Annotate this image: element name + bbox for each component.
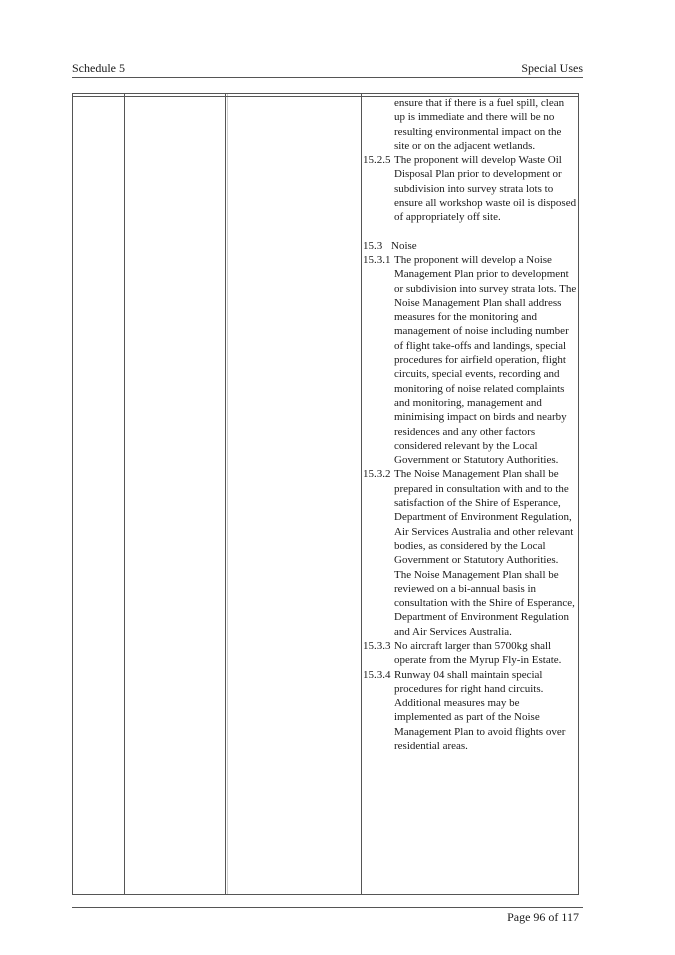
list-item — [363, 253, 577, 467]
list-item — [363, 639, 577, 668]
schedule-table — [72, 93, 579, 895]
item-text: The Noise Management Plan shall be prepared in consultation with and to the satisfaction of the Shire of Esperance, Department of Environment Regulation, Air Services Australia and other relevant bodies, as considered by the Local Government or Statutory Authorities. The Noise Management Plan shall be reviewed on a bi-annual basis in consultation with the Shire of Esperance, Department of Environment Regulation and Air Services Australia. — [394, 468, 575, 638]
item-number: 15.2.5 — [363, 154, 391, 167]
section-title: Noise — [391, 239, 417, 252]
header-section: Special Uses — [521, 61, 583, 75]
item-number: 15.3.4 — [363, 668, 391, 681]
list-item — [363, 153, 577, 224]
continuation-text: ensure that if there is a fuel spill, clean up is immediate and there will be no resulting environmental impact on the site or on the adjacent wetlands. — [394, 97, 565, 152]
item-text: The proponent will develop a Noise Management Plan prior to development or subdivision into survey strata lots. The Noise Management Plan shall address measures for the monitoring and management of noise including number of flight take-offs and landings, special procedures for airfield operation, flight circuits, special events, recording and monitoring of noise related complaints and monitoring, management and minimising impact on birds and nearby residences and any other factors considered relevant by the Local Government or Statutory Authorities. — [394, 253, 577, 467]
item-number: 15.3.3 — [363, 639, 391, 652]
header-rule — [72, 77, 583, 78]
column-divider-3 — [361, 94, 362, 894]
header-schedule: Schedule 5 — [72, 61, 125, 75]
item-number: 15.3.2 — [363, 468, 391, 481]
page-number: Page 96 of 117 — [507, 910, 579, 924]
footer-rule — [72, 907, 583, 908]
list-item — [363, 668, 577, 754]
column-divider-1 — [124, 94, 125, 894]
item-text: The proponent will develop Waste Oil Disposal Plan prior to development or subdivision into survey strata lots to ensure all workshop waste oil is disposed of appropriately off site. — [394, 154, 577, 224]
item-number: 15.3.1 — [363, 253, 391, 266]
item-text: Runway 04 shall maintain special procedures for right hand circuits. Additional measures may be implemented as part of the Noise Management Plan to avoid flights over residential areas. — [394, 668, 566, 753]
section-heading — [363, 239, 577, 253]
conditions-cell — [363, 96, 577, 753]
column-divider-2 — [225, 94, 226, 894]
list-item — [363, 467, 577, 639]
section-number: 15.3 — [363, 239, 383, 252]
table-top-double-rule — [72, 96, 579, 97]
column-divider-2-inner — [227, 94, 228, 894]
item-text: No aircraft larger than 5700kg shall operate from the Myrup Fly-in Estate. — [394, 639, 562, 667]
